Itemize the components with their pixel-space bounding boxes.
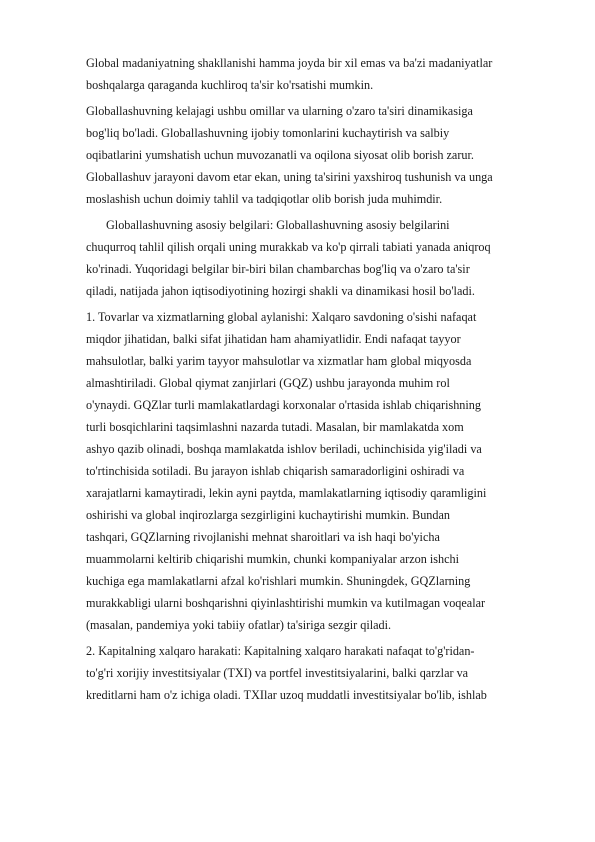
text-line: oqibatlarini yumshatish uchun muvozanatli va oqilona siyosat olib borish zarur. xyxy=(86,148,474,162)
text-line: Globallashuv jarayoni davom etar ekan, uning ta'sirini yaxshiroq tushunish va unga xyxy=(86,170,493,184)
text-line: kuchiga ega mamlakatlarni afzal ko'rishlari mumkin. Shuningdek, GQZlarning xyxy=(86,574,471,588)
text-line: oshirishi va global inqirozlarga sezgirligini kuchaytirishi mumkin. Bundan xyxy=(86,508,450,522)
text-line: 1. Tovarlar va xizmatlarning global aylanishi: Xalqaro savdoning o'sishi nafaqat xyxy=(86,310,477,324)
text-line: moslashish uchun doimiy tahlil va tadqiqotlar olib borish juda muhimdir. xyxy=(86,192,443,206)
text-line: 2. Kapitalning xalqaro harakati: Kapitalning xalqaro harakati nafaqat to'g'ridan- xyxy=(86,644,475,658)
text-line: o'ynaydi. GQZlar turli mamlakatlardagi korxonalar o'rtasida ishlab chiqarishning xyxy=(86,398,481,412)
document-page xyxy=(86,52,552,706)
text-line: kreditlarni ham o'z ichiga oladi. TXIlar uzoq muddatli investitsiyalar bo'lib, ishlab xyxy=(86,688,487,702)
text-line: chuqurroq tahlil qilish orqali uning murakkab va ko'p qirrali tabiati yanada aniqroq xyxy=(86,240,491,254)
text-line: ko'rinadi. Yuqoridagi belgilar bir-biri bilan chambarchas bog'liq va o'zaro ta'sir xyxy=(86,262,470,276)
text-line: Globallashuvning kelajagi ushbu omillar va ularning o'zaro ta'siri dinamikasiga xyxy=(86,104,473,118)
text-line: tashqari, GQZlarning rivojlanishi mehnat sharoitlari va ish haqi bo'yicha xyxy=(86,530,440,544)
paragraph-future-of-globalization xyxy=(86,100,552,210)
text-line: murakkabligi ularni boshqarishni qiyinlashtirishi mumkin va kutilmagan voqealar xyxy=(86,596,486,610)
paragraph-global-culture xyxy=(86,52,552,96)
text-line: turli bosqichlarini taqsimlashni nazarda tutadi. Masalan, bir mamlakatda xom xyxy=(86,420,464,434)
text-line: mahsulotlar, balki yarim tayyor mahsulotlar va xizmatlar ham global miqyosda xyxy=(86,354,472,368)
text-line: muammolarni keltirib chiqarishi mumkin, chunki kompaniyalar arzon ishchi xyxy=(86,552,459,566)
text-line: Global madaniyatning shakllanishi hamma joyda bir xil emas va ba'zi madaniyatlar xyxy=(86,56,493,70)
text-line: to'rtinchisida sotiladi. Bu jarayon ishlab chiqarish samaradorligini oshiradi va xyxy=(86,464,465,478)
text-line: almashtiriladi. Global qiymat zanjirlari (GQZ) ushbu jarayonda muhim rol xyxy=(86,376,450,390)
text-line: ashyo qazib olinadi, boshqa mamlakatda ishlov beriladi, uchinchisida yig'iladi va xyxy=(86,442,482,456)
text-line: to'g'ri xorijiy investitsiyalar (TXI) va portfel investitsiyalarini, balki qarzlar va xyxy=(86,666,469,680)
text-line: qiladi, natijada jahon iqtisodiyotining hozirgi shakli va dinamikasi hosil bo'ladi. xyxy=(86,284,475,298)
text-line: Globallashuvning asosiy belgilari: Globallashuvning asosiy belgilarini xyxy=(106,218,450,232)
text-line: xarajatlarni kamaytiradi, lekin ayni paytda, mamlakatlarning iqtisodiy qaramligini xyxy=(86,486,487,500)
text-line: boshqalarga qaraganda kuchliroq ta'sir ko'rsatishi mumkin. xyxy=(86,78,374,92)
text-line: miqdor jihatidan, balki sifat jihatidan ham ahamiyatlidir. Endi nafaqat tayyor xyxy=(86,332,461,346)
text-line: bog'liq bo'ladi. Globallashuvning ijobiy tomonlarini kuchaytirish va salbiy xyxy=(86,126,450,140)
paragraph-goods-and-services xyxy=(86,306,552,636)
paragraph-capital-movement xyxy=(86,640,552,706)
text-line: (masalan, pandemiya yoki tabiiy ofatlar) ta'siriga sezgir qiladi. xyxy=(86,618,392,632)
paragraph-main-features xyxy=(86,214,552,302)
